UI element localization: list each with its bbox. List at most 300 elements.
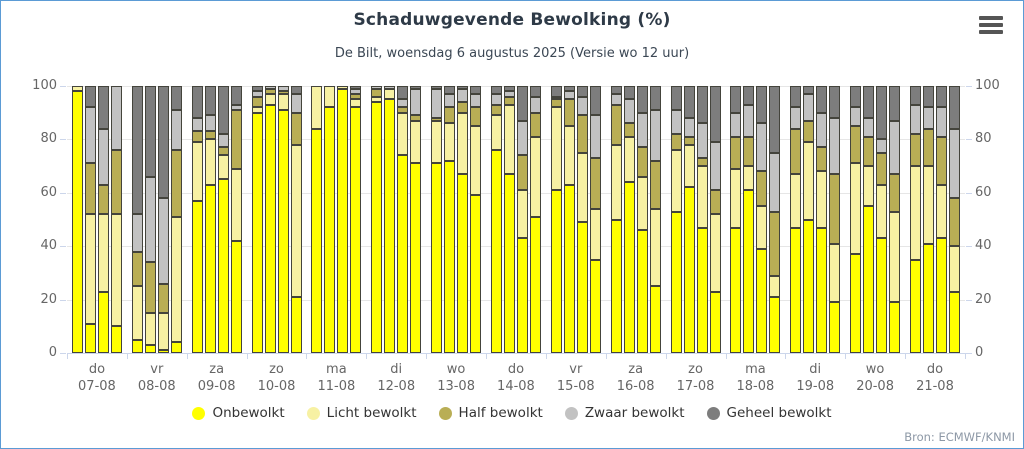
bar-segment-half-bewolkt[interactable] bbox=[530, 113, 541, 137]
bar-segment-zwaar-bewolkt[interactable] bbox=[577, 97, 588, 116]
bar-segment-geheel-bewolkt[interactable] bbox=[816, 86, 827, 113]
bar-segment-onbewolkt[interactable] bbox=[684, 187, 695, 353]
bar-segment-geheel-bewolkt[interactable] bbox=[889, 86, 900, 121]
bar-segment-half-bewolkt[interactable] bbox=[876, 153, 887, 185]
stacked-bar[interactable] bbox=[192, 86, 203, 353]
bar-segment-licht-bewolkt[interactable] bbox=[949, 246, 960, 291]
bar-segment-zwaar-bewolkt[interactable] bbox=[816, 113, 827, 148]
bar-segment-geheel-bewolkt[interactable] bbox=[756, 86, 767, 123]
stacked-bar[interactable] bbox=[936, 86, 947, 353]
bar-segment-licht-bewolkt[interactable] bbox=[324, 86, 335, 107]
bar-segment-onbewolkt[interactable] bbox=[517, 238, 528, 353]
bar-segment-zwaar-bewolkt[interactable] bbox=[790, 107, 801, 128]
stacked-bar[interactable] bbox=[132, 86, 143, 353]
bar-segment-half-bewolkt[interactable] bbox=[936, 137, 947, 185]
bar-segment-half-bewolkt[interactable] bbox=[218, 147, 229, 155]
bar-segment-geheel-bewolkt[interactable] bbox=[470, 86, 481, 94]
bar-segment-onbewolkt[interactable] bbox=[431, 163, 442, 353]
bar-segment-onbewolkt[interactable] bbox=[111, 326, 122, 353]
stacked-bar[interactable] bbox=[337, 86, 348, 353]
bar-segment-half-bewolkt[interactable] bbox=[684, 137, 695, 145]
bar-segment-zwaar-bewolkt[interactable] bbox=[910, 105, 921, 134]
bar-segment-onbewolkt[interactable] bbox=[743, 190, 754, 353]
bar-segment-onbewolkt[interactable] bbox=[710, 292, 721, 353]
bar-segment-licht-bewolkt[interactable] bbox=[158, 313, 169, 350]
stacked-bar[interactable] bbox=[671, 86, 682, 353]
bar-segment-licht-bewolkt[interactable] bbox=[504, 105, 515, 174]
stacked-bar[interactable] bbox=[624, 86, 635, 353]
stacked-bar[interactable] bbox=[790, 86, 801, 353]
bar-segment-geheel-bewolkt[interactable] bbox=[85, 86, 96, 107]
bar-segment-licht-bewolkt[interactable] bbox=[291, 145, 302, 297]
bar-segment-zwaar-bewolkt[interactable] bbox=[756, 123, 767, 171]
bar-segment-half-bewolkt[interactable] bbox=[803, 121, 814, 142]
bar-segment-zwaar-bewolkt[interactable] bbox=[85, 107, 96, 163]
bar-segment-licht-bewolkt[interactable] bbox=[850, 163, 861, 254]
stacked-bar[interactable] bbox=[803, 86, 814, 353]
bar-segment-licht-bewolkt[interactable] bbox=[790, 174, 801, 227]
bar-segment-onbewolkt[interactable] bbox=[311, 129, 322, 353]
bar-segment-geheel-bewolkt[interactable] bbox=[291, 86, 302, 94]
bar-segment-zwaar-bewolkt[interactable] bbox=[611, 94, 622, 105]
stacked-bar[interactable] bbox=[710, 86, 721, 353]
bar-segment-zwaar-bewolkt[interactable] bbox=[291, 94, 302, 113]
bar-segment-zwaar-bewolkt[interactable] bbox=[158, 198, 169, 283]
bar-segment-zwaar-bewolkt[interactable] bbox=[803, 94, 814, 121]
bar-segment-half-bewolkt[interactable] bbox=[949, 198, 960, 246]
bar-segment-onbewolkt[interactable] bbox=[218, 179, 229, 353]
bar-segment-licht-bewolkt[interactable] bbox=[910, 166, 921, 259]
bar-segment-licht-bewolkt[interactable] bbox=[710, 214, 721, 291]
bar-segment-onbewolkt[interactable] bbox=[192, 201, 203, 353]
bar-segment-licht-bewolkt[interactable] bbox=[889, 212, 900, 303]
bar-segment-onbewolkt[interactable] bbox=[551, 190, 562, 353]
stacked-bar[interactable] bbox=[291, 86, 302, 353]
bar-segment-geheel-bewolkt[interactable] bbox=[684, 86, 695, 118]
bar-segment-zwaar-bewolkt[interactable] bbox=[624, 99, 635, 123]
bar-segment-licht-bewolkt[interactable] bbox=[410, 121, 421, 164]
bar-segment-licht-bewolkt[interactable] bbox=[470, 126, 481, 195]
stacked-bar[interactable] bbox=[397, 86, 408, 353]
bar-segment-onbewolkt[interactable] bbox=[457, 174, 468, 353]
bar-segment-half-bewolkt[interactable] bbox=[291, 113, 302, 145]
bar-segment-geheel-bewolkt[interactable] bbox=[205, 86, 216, 115]
bar-segment-geheel-bewolkt[interactable] bbox=[530, 86, 541, 97]
bar-segment-licht-bewolkt[interactable] bbox=[132, 286, 143, 339]
bar-segment-geheel-bewolkt[interactable] bbox=[98, 86, 109, 129]
bar-segment-zwaar-bewolkt[interactable] bbox=[590, 115, 601, 158]
bar-segment-onbewolkt[interactable] bbox=[876, 238, 887, 353]
bar-segment-onbewolkt[interactable] bbox=[624, 182, 635, 353]
bar-segment-half-bewolkt[interactable] bbox=[171, 150, 182, 217]
bar-segment-geheel-bewolkt[interactable] bbox=[923, 86, 934, 107]
bar-segment-geheel-bewolkt[interactable] bbox=[491, 86, 502, 94]
bar-segment-geheel-bewolkt[interactable] bbox=[624, 86, 635, 99]
bar-segment-onbewolkt[interactable] bbox=[72, 91, 83, 353]
bar-segment-onbewolkt[interactable] bbox=[949, 292, 960, 353]
bar-segment-onbewolkt[interactable] bbox=[790, 228, 801, 353]
stacked-bar[interactable] bbox=[551, 86, 562, 353]
bar-segment-zwaar-bewolkt[interactable] bbox=[650, 110, 661, 161]
bar-segment-licht-bewolkt[interactable] bbox=[350, 99, 361, 107]
bar-segment-licht-bewolkt[interactable] bbox=[863, 166, 874, 206]
stacked-bar[interactable] bbox=[876, 86, 887, 353]
bar-segment-licht-bewolkt[interactable] bbox=[769, 276, 780, 297]
bar-segment-licht-bewolkt[interactable] bbox=[829, 244, 840, 303]
bar-segment-zwaar-bewolkt[interactable] bbox=[171, 110, 182, 150]
bar-segment-half-bewolkt[interactable] bbox=[564, 99, 575, 126]
bar-segment-geheel-bewolkt[interactable] bbox=[790, 86, 801, 107]
bar-segment-licht-bewolkt[interactable] bbox=[936, 185, 947, 238]
bar-segment-half-bewolkt[interactable] bbox=[158, 284, 169, 313]
bar-segment-licht-bewolkt[interactable] bbox=[218, 155, 229, 179]
stacked-bar[interactable] bbox=[457, 86, 468, 353]
bar-segment-onbewolkt[interactable] bbox=[491, 150, 502, 353]
bar-segment-licht-bewolkt[interactable] bbox=[431, 121, 442, 164]
bar-segment-licht-bewolkt[interactable] bbox=[551, 107, 562, 190]
bar-segment-geheel-bewolkt[interactable] bbox=[650, 86, 661, 110]
chart-context-menu-button[interactable] bbox=[979, 16, 1003, 34]
stacked-bar[interactable] bbox=[910, 86, 921, 353]
bar-segment-onbewolkt[interactable] bbox=[889, 302, 900, 353]
bar-segment-half-bewolkt[interactable] bbox=[624, 123, 635, 136]
bar-segment-geheel-bewolkt[interactable] bbox=[829, 86, 840, 118]
bar-segment-onbewolkt[interactable] bbox=[590, 260, 601, 353]
bar-segment-zwaar-bewolkt[interactable] bbox=[710, 142, 721, 190]
stacked-bar[interactable] bbox=[231, 86, 242, 353]
bar-segment-licht-bewolkt[interactable] bbox=[311, 86, 322, 129]
bar-segment-licht-bewolkt[interactable] bbox=[98, 214, 109, 291]
bar-segment-zwaar-bewolkt[interactable] bbox=[564, 91, 575, 99]
bar-segment-half-bewolkt[interactable] bbox=[850, 126, 861, 163]
bar-segment-half-bewolkt[interactable] bbox=[710, 190, 721, 214]
bar-segment-half-bewolkt[interactable] bbox=[829, 174, 840, 243]
stacked-bar[interactable] bbox=[158, 86, 169, 353]
bar-segment-onbewolkt[interactable] bbox=[671, 212, 682, 354]
bar-segment-geheel-bewolkt[interactable] bbox=[710, 86, 721, 142]
bar-segment-onbewolkt[interactable] bbox=[637, 230, 648, 353]
stacked-bar[interactable] bbox=[265, 86, 276, 353]
bar-segment-onbewolkt[interactable] bbox=[910, 260, 921, 353]
bar-segment-half-bewolkt[interactable] bbox=[889, 174, 900, 211]
bar-segment-licht-bewolkt[interactable] bbox=[590, 209, 601, 260]
bar-segment-geheel-bewolkt[interactable] bbox=[769, 86, 780, 153]
bar-segment-geheel-bewolkt[interactable] bbox=[577, 86, 588, 97]
bar-segment-licht-bewolkt[interactable] bbox=[743, 166, 754, 190]
stacked-bar[interactable] bbox=[371, 86, 382, 353]
bar-segment-geheel-bewolkt[interactable] bbox=[671, 86, 682, 110]
bar-segment-geheel-bewolkt[interactable] bbox=[145, 86, 156, 177]
stacked-bar[interactable] bbox=[577, 86, 588, 353]
legend-item-half-bewolkt[interactable] bbox=[439, 405, 543, 421]
stacked-bar[interactable] bbox=[504, 86, 515, 353]
bar-segment-zwaar-bewolkt[interactable] bbox=[829, 118, 840, 174]
bar-segment-licht-bewolkt[interactable] bbox=[231, 169, 242, 241]
bar-segment-zwaar-bewolkt[interactable] bbox=[145, 177, 156, 262]
bar-segment-licht-bewolkt[interactable] bbox=[876, 185, 887, 238]
bar-segment-half-bewolkt[interactable] bbox=[863, 137, 874, 166]
bar-segment-onbewolkt[interactable] bbox=[863, 206, 874, 353]
bar-segment-half-bewolkt[interactable] bbox=[145, 262, 156, 313]
bar-segment-zwaar-bewolkt[interactable] bbox=[192, 118, 203, 131]
stacked-bar[interactable] bbox=[491, 86, 502, 353]
bar-segment-licht-bewolkt[interactable] bbox=[278, 94, 289, 110]
bar-segment-licht-bewolkt[interactable] bbox=[637, 177, 648, 230]
bar-segment-zwaar-bewolkt[interactable] bbox=[530, 97, 541, 113]
bar-segment-half-bewolkt[interactable] bbox=[769, 212, 780, 276]
stacked-bar[interactable] bbox=[350, 86, 361, 353]
bar-segment-zwaar-bewolkt[interactable] bbox=[470, 94, 481, 107]
bar-segment-onbewolkt[interactable] bbox=[171, 342, 182, 353]
bar-segment-half-bewolkt[interactable] bbox=[816, 147, 827, 171]
stacked-bar[interactable] bbox=[756, 86, 767, 353]
stacked-bar[interactable] bbox=[278, 86, 289, 353]
bar-segment-zwaar-bewolkt[interactable] bbox=[98, 129, 109, 185]
bar-segment-zwaar-bewolkt[interactable] bbox=[457, 89, 468, 102]
bar-segment-licht-bewolkt[interactable] bbox=[684, 145, 695, 188]
bar-segment-zwaar-bewolkt[interactable] bbox=[889, 121, 900, 174]
bar-segment-licht-bewolkt[interactable] bbox=[564, 126, 575, 185]
stacked-bar[interactable] bbox=[637, 86, 648, 353]
stacked-bar[interactable] bbox=[311, 86, 322, 353]
bar-segment-half-bewolkt[interactable] bbox=[470, 107, 481, 126]
stacked-bar[interactable] bbox=[530, 86, 541, 353]
bar-segment-half-bewolkt[interactable] bbox=[577, 115, 588, 152]
legend-item-geheel-bewolkt[interactable] bbox=[707, 405, 832, 421]
stacked-bar[interactable] bbox=[923, 86, 934, 353]
bar-segment-licht-bewolkt[interactable] bbox=[145, 313, 156, 345]
bar-segment-onbewolkt[interactable] bbox=[730, 228, 741, 353]
bar-segment-half-bewolkt[interactable] bbox=[98, 185, 109, 214]
stacked-bar[interactable] bbox=[410, 86, 421, 353]
bar-segment-licht-bewolkt[interactable] bbox=[624, 137, 635, 182]
bar-segment-zwaar-bewolkt[interactable] bbox=[218, 134, 229, 147]
stacked-bar[interactable] bbox=[517, 86, 528, 353]
stacked-bar[interactable] bbox=[889, 86, 900, 353]
bar-segment-onbewolkt[interactable] bbox=[410, 163, 421, 353]
bar-segment-licht-bewolkt[interactable] bbox=[265, 94, 276, 105]
bar-segment-zwaar-bewolkt[interactable] bbox=[730, 113, 741, 137]
bar-segment-half-bewolkt[interactable] bbox=[252, 97, 263, 108]
bar-segment-onbewolkt[interactable] bbox=[337, 89, 348, 353]
stacked-bar[interactable] bbox=[949, 86, 960, 353]
bar-segment-half-bewolkt[interactable] bbox=[611, 105, 622, 145]
bar-segment-geheel-bewolkt[interactable] bbox=[863, 86, 874, 118]
bar-segment-geheel-bewolkt[interactable] bbox=[171, 86, 182, 110]
bar-segment-half-bewolkt[interactable] bbox=[132, 252, 143, 287]
bar-segment-half-bewolkt[interactable] bbox=[671, 134, 682, 150]
bar-segment-zwaar-bewolkt[interactable] bbox=[671, 110, 682, 134]
bar-segment-licht-bewolkt[interactable] bbox=[923, 166, 934, 243]
bar-segment-geheel-bewolkt[interactable] bbox=[517, 86, 528, 121]
bar-segment-zwaar-bewolkt[interactable] bbox=[936, 107, 947, 136]
stacked-bar[interactable] bbox=[684, 86, 695, 353]
stacked-bar[interactable] bbox=[218, 86, 229, 353]
bar-segment-licht-bewolkt[interactable] bbox=[192, 142, 203, 201]
bar-segment-half-bewolkt[interactable] bbox=[491, 105, 502, 116]
bar-segment-onbewolkt[interactable] bbox=[265, 105, 276, 353]
bar-segment-half-bewolkt[interactable] bbox=[444, 107, 455, 123]
legend-item-licht-bewolkt[interactable] bbox=[307, 405, 417, 421]
bar-segment-onbewolkt[interactable] bbox=[324, 107, 335, 353]
bar-segment-onbewolkt[interactable] bbox=[98, 292, 109, 353]
bar-segment-zwaar-bewolkt[interactable] bbox=[876, 139, 887, 152]
bar-segment-licht-bewolkt[interactable] bbox=[457, 113, 468, 174]
bar-segment-onbewolkt[interactable] bbox=[205, 185, 216, 353]
stacked-bar[interactable] bbox=[611, 86, 622, 353]
bar-segment-geheel-bewolkt[interactable] bbox=[637, 86, 648, 113]
bar-segment-geheel-bewolkt[interactable] bbox=[192, 86, 203, 118]
stacked-bar[interactable] bbox=[252, 86, 263, 353]
bar-segment-zwaar-bewolkt[interactable] bbox=[431, 89, 442, 118]
bar-segment-half-bewolkt[interactable] bbox=[551, 99, 562, 107]
bar-segment-licht-bewolkt[interactable] bbox=[816, 171, 827, 227]
stacked-bar[interactable] bbox=[564, 86, 575, 353]
bar-segment-zwaar-bewolkt[interactable] bbox=[410, 89, 421, 116]
bar-segment-onbewolkt[interactable] bbox=[697, 228, 708, 353]
bar-segment-geheel-bewolkt[interactable] bbox=[910, 86, 921, 105]
bar-segment-half-bewolkt[interactable] bbox=[457, 102, 468, 113]
bar-segment-half-bewolkt[interactable] bbox=[790, 129, 801, 174]
bar-segment-licht-bewolkt[interactable] bbox=[756, 206, 767, 249]
bar-segment-geheel-bewolkt[interactable] bbox=[397, 86, 408, 99]
bar-segment-geheel-bewolkt[interactable] bbox=[590, 86, 601, 115]
bar-segment-onbewolkt[interactable] bbox=[397, 155, 408, 353]
stacked-bar[interactable] bbox=[85, 86, 96, 353]
bar-segment-licht-bewolkt[interactable] bbox=[530, 137, 541, 217]
stacked-bar[interactable] bbox=[111, 86, 122, 353]
bar-segment-onbewolkt[interactable] bbox=[923, 244, 934, 353]
stacked-bar[interactable] bbox=[444, 86, 455, 353]
bar-segment-half-bewolkt[interactable] bbox=[756, 171, 767, 206]
bar-segment-licht-bewolkt[interactable] bbox=[444, 123, 455, 160]
bar-segment-licht-bewolkt[interactable] bbox=[205, 139, 216, 184]
bar-segment-zwaar-bewolkt[interactable] bbox=[444, 94, 455, 107]
bar-segment-onbewolkt[interactable] bbox=[530, 217, 541, 353]
stacked-bar[interactable] bbox=[650, 86, 661, 353]
bar-segment-onbewolkt[interactable] bbox=[371, 102, 382, 353]
bar-segment-onbewolkt[interactable] bbox=[158, 350, 169, 353]
bar-segment-half-bewolkt[interactable] bbox=[504, 97, 515, 105]
bar-segment-half-bewolkt[interactable] bbox=[517, 155, 528, 190]
bar-segment-licht-bewolkt[interactable] bbox=[171, 217, 182, 342]
bar-segment-zwaar-bewolkt[interactable] bbox=[111, 86, 122, 150]
bar-segment-half-bewolkt[interactable] bbox=[730, 137, 741, 169]
bar-segment-geheel-bewolkt[interactable] bbox=[730, 86, 741, 113]
bar-segment-onbewolkt[interactable] bbox=[650, 286, 661, 353]
bar-segment-half-bewolkt[interactable] bbox=[637, 147, 648, 176]
legend-item-zwaar-bewolkt[interactable] bbox=[565, 405, 685, 421]
bar-segment-half-bewolkt[interactable] bbox=[371, 89, 382, 97]
bar-segment-geheel-bewolkt[interactable] bbox=[697, 86, 708, 123]
bar-segment-onbewolkt[interactable] bbox=[350, 107, 361, 353]
bar-segment-geheel-bewolkt[interactable] bbox=[803, 86, 814, 94]
bar-segment-licht-bewolkt[interactable] bbox=[730, 169, 741, 228]
bar-segment-half-bewolkt[interactable] bbox=[111, 150, 122, 214]
stacked-bar[interactable] bbox=[205, 86, 216, 353]
bar-segment-zwaar-bewolkt[interactable] bbox=[769, 153, 780, 212]
stacked-bar[interactable] bbox=[72, 86, 83, 353]
bar-segment-geheel-bewolkt[interactable] bbox=[949, 86, 960, 129]
bar-segment-geheel-bewolkt[interactable] bbox=[743, 86, 754, 105]
bar-segment-onbewolkt[interactable] bbox=[936, 238, 947, 353]
bar-segment-licht-bewolkt[interactable] bbox=[697, 166, 708, 227]
bar-segment-zwaar-bewolkt[interactable] bbox=[684, 118, 695, 137]
stacked-bar[interactable] bbox=[171, 86, 182, 353]
bar-segment-licht-bewolkt[interactable] bbox=[671, 150, 682, 211]
bar-segment-onbewolkt[interactable] bbox=[756, 249, 767, 353]
bar-segment-zwaar-bewolkt[interactable] bbox=[205, 115, 216, 131]
stacked-bar[interactable] bbox=[743, 86, 754, 353]
bar-segment-licht-bewolkt[interactable] bbox=[611, 145, 622, 220]
bar-segment-onbewolkt[interactable] bbox=[611, 220, 622, 354]
stacked-bar[interactable] bbox=[98, 86, 109, 353]
bar-segment-half-bewolkt[interactable] bbox=[85, 163, 96, 214]
bar-segment-zwaar-bewolkt[interactable] bbox=[517, 121, 528, 156]
bar-segment-zwaar-bewolkt[interactable] bbox=[397, 99, 408, 107]
bar-segment-geheel-bewolkt[interactable] bbox=[850, 86, 861, 107]
bar-segment-geheel-bewolkt[interactable] bbox=[876, 86, 887, 139]
bar-segment-half-bewolkt[interactable] bbox=[743, 137, 754, 166]
bar-segment-licht-bewolkt[interactable] bbox=[491, 115, 502, 150]
bar-segment-zwaar-bewolkt[interactable] bbox=[850, 107, 861, 126]
bar-segment-onbewolkt[interactable] bbox=[577, 222, 588, 353]
bar-segment-onbewolkt[interactable] bbox=[829, 302, 840, 353]
bar-segment-zwaar-bewolkt[interactable] bbox=[743, 105, 754, 137]
bar-segment-zwaar-bewolkt[interactable] bbox=[132, 214, 143, 251]
bar-segment-onbewolkt[interactable] bbox=[816, 228, 827, 353]
bar-segment-zwaar-bewolkt[interactable] bbox=[863, 118, 874, 137]
bar-segment-onbewolkt[interactable] bbox=[803, 220, 814, 354]
bar-segment-licht-bewolkt[interactable] bbox=[384, 89, 395, 100]
bar-segment-licht-bewolkt[interactable] bbox=[111, 214, 122, 326]
bar-segment-onbewolkt[interactable] bbox=[470, 195, 481, 353]
bar-segment-half-bewolkt[interactable] bbox=[910, 134, 921, 166]
stacked-bar[interactable] bbox=[816, 86, 827, 353]
stacked-bar[interactable] bbox=[850, 86, 861, 353]
stacked-bar[interactable] bbox=[590, 86, 601, 353]
stacked-bar[interactable] bbox=[769, 86, 780, 353]
bar-segment-zwaar-bewolkt[interactable] bbox=[949, 129, 960, 198]
legend-item-onbewolkt[interactable] bbox=[192, 405, 284, 421]
bar-segment-onbewolkt[interactable] bbox=[384, 99, 395, 353]
stacked-bar[interactable] bbox=[697, 86, 708, 353]
bar-segment-half-bewolkt[interactable] bbox=[231, 110, 242, 169]
bar-segment-onbewolkt[interactable] bbox=[444, 161, 455, 353]
bar-segment-onbewolkt[interactable] bbox=[145, 345, 156, 353]
bar-segment-onbewolkt[interactable] bbox=[231, 241, 242, 353]
bar-segment-zwaar-bewolkt[interactable] bbox=[697, 123, 708, 158]
stacked-bar[interactable] bbox=[324, 86, 335, 353]
bar-segment-geheel-bewolkt[interactable] bbox=[218, 86, 229, 134]
bar-segment-geheel-bewolkt[interactable] bbox=[611, 86, 622, 94]
bar-segment-onbewolkt[interactable] bbox=[850, 254, 861, 353]
bar-segment-geheel-bewolkt[interactable] bbox=[158, 86, 169, 198]
bar-segment-half-bewolkt[interactable] bbox=[205, 131, 216, 139]
bar-segment-half-bewolkt[interactable] bbox=[590, 158, 601, 209]
bar-segment-licht-bewolkt[interactable] bbox=[85, 214, 96, 323]
bar-segment-geheel-bewolkt[interactable] bbox=[444, 86, 455, 94]
bar-segment-zwaar-bewolkt[interactable] bbox=[923, 107, 934, 128]
stacked-bar[interactable] bbox=[470, 86, 481, 353]
bar-segment-onbewolkt[interactable] bbox=[132, 340, 143, 353]
bar-segment-licht-bewolkt[interactable] bbox=[803, 142, 814, 219]
stacked-bar[interactable] bbox=[145, 86, 156, 353]
bar-segment-licht-bewolkt[interactable] bbox=[650, 209, 661, 286]
bar-segment-half-bewolkt[interactable] bbox=[923, 129, 934, 166]
bar-segment-onbewolkt[interactable] bbox=[278, 110, 289, 353]
bar-segment-half-bewolkt[interactable] bbox=[650, 161, 661, 209]
